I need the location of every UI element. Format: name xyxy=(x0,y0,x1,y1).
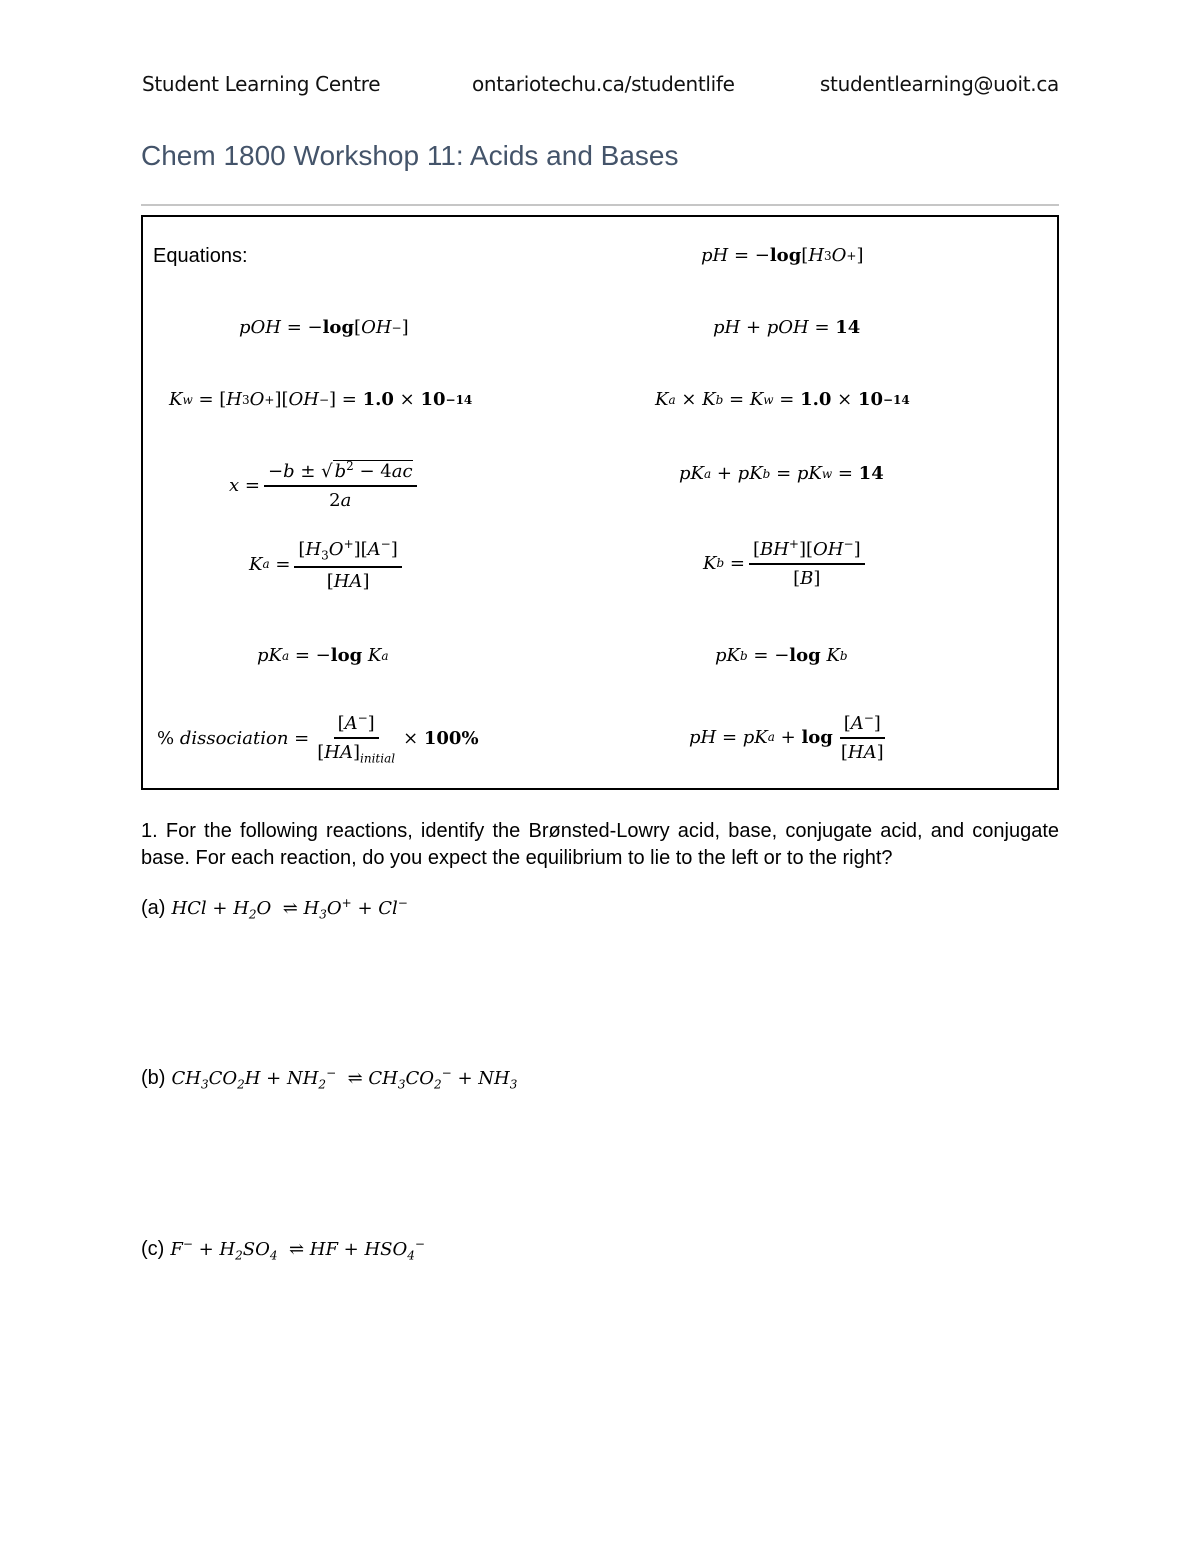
header-email: studentlearning@uoit.ca xyxy=(819,72,1059,96)
eq-quadratic-formula: x = $\frac{-b \pm √ b^2 - 4ac}{2a}$ xyxy=(229,459,421,511)
reaction-b: (b) $CH_3CO_2H + NH_2^-$ ⇌ $CH_3CO_2^- + NH_3$ xyxy=(141,1066,518,1092)
reaction-a-label: (a) xyxy=(141,897,166,919)
question-1-prompt: 1. For the following reactions, identify the Brønsted-Lowry acid, base, conjugate acid, and conjugate base. For each reaction, do you expect the equilibrium to lie to the left or to the right? xyxy=(141,820,1059,869)
eq-ka-kb-product: K a × K b = K w = 1.0 × 10 −14 xyxy=(655,389,910,410)
reaction-c: (c) $F^- + H_2SO_4$ ⇌ HF + $HSO_4^-$ xyxy=(141,1237,425,1263)
eq-kb-expression: K b = $\frac{[BH^+][OH^-]}{[B]}$ xyxy=(703,537,869,589)
eq-pkb-definition: pK b = − log K b xyxy=(715,645,848,666)
reaction-c-label: (c) xyxy=(141,1238,165,1260)
equations-box xyxy=(141,215,1059,790)
reaction-a: (a) HCl + $H_2O$ ⇌ $H_3O^+ + Cl^-$ xyxy=(141,896,408,922)
eq-kw-definition: K w = [ H 3 O + ][ OH − ] = 1.0 × 10 −14 xyxy=(169,389,473,410)
header-centre-name: Student Learning Centre xyxy=(142,72,381,96)
eq-poh-definition: pOH = − log [ OH − ] xyxy=(239,317,409,338)
eq-henderson-hasselbalch: pH = pK a + log $\frac{[A^-]}{[HA]}$ xyxy=(689,711,884,763)
equations-label: Equations: xyxy=(153,245,248,267)
page-title: Chem 1800 Workshop 11: Acids and Bases xyxy=(141,140,679,171)
reaction-b-label: (b) xyxy=(141,1067,166,1089)
eq-ka-expression: K a = $\frac{[H_3O^+][A^-]}{[HA]}$ xyxy=(249,537,406,592)
eq-pka-definition: pK a = − log K a xyxy=(257,645,389,666)
eq-ph-poh-sum: pH + pOH = 14 xyxy=(713,317,861,338)
eq-percent-dissociation: % dissociation = $\frac{[A^-]}{[HA]_{initial}}$ × 100% xyxy=(157,711,479,766)
eq-ph-definition: pH = − log [ H 3 O + ] xyxy=(701,245,864,266)
eq-pka-pkb-sum: pK a + pK b = pK w = 14 xyxy=(679,463,884,484)
title-divider xyxy=(141,204,1059,206)
header-website: ontariotechu.ca/studentlife xyxy=(472,72,735,96)
